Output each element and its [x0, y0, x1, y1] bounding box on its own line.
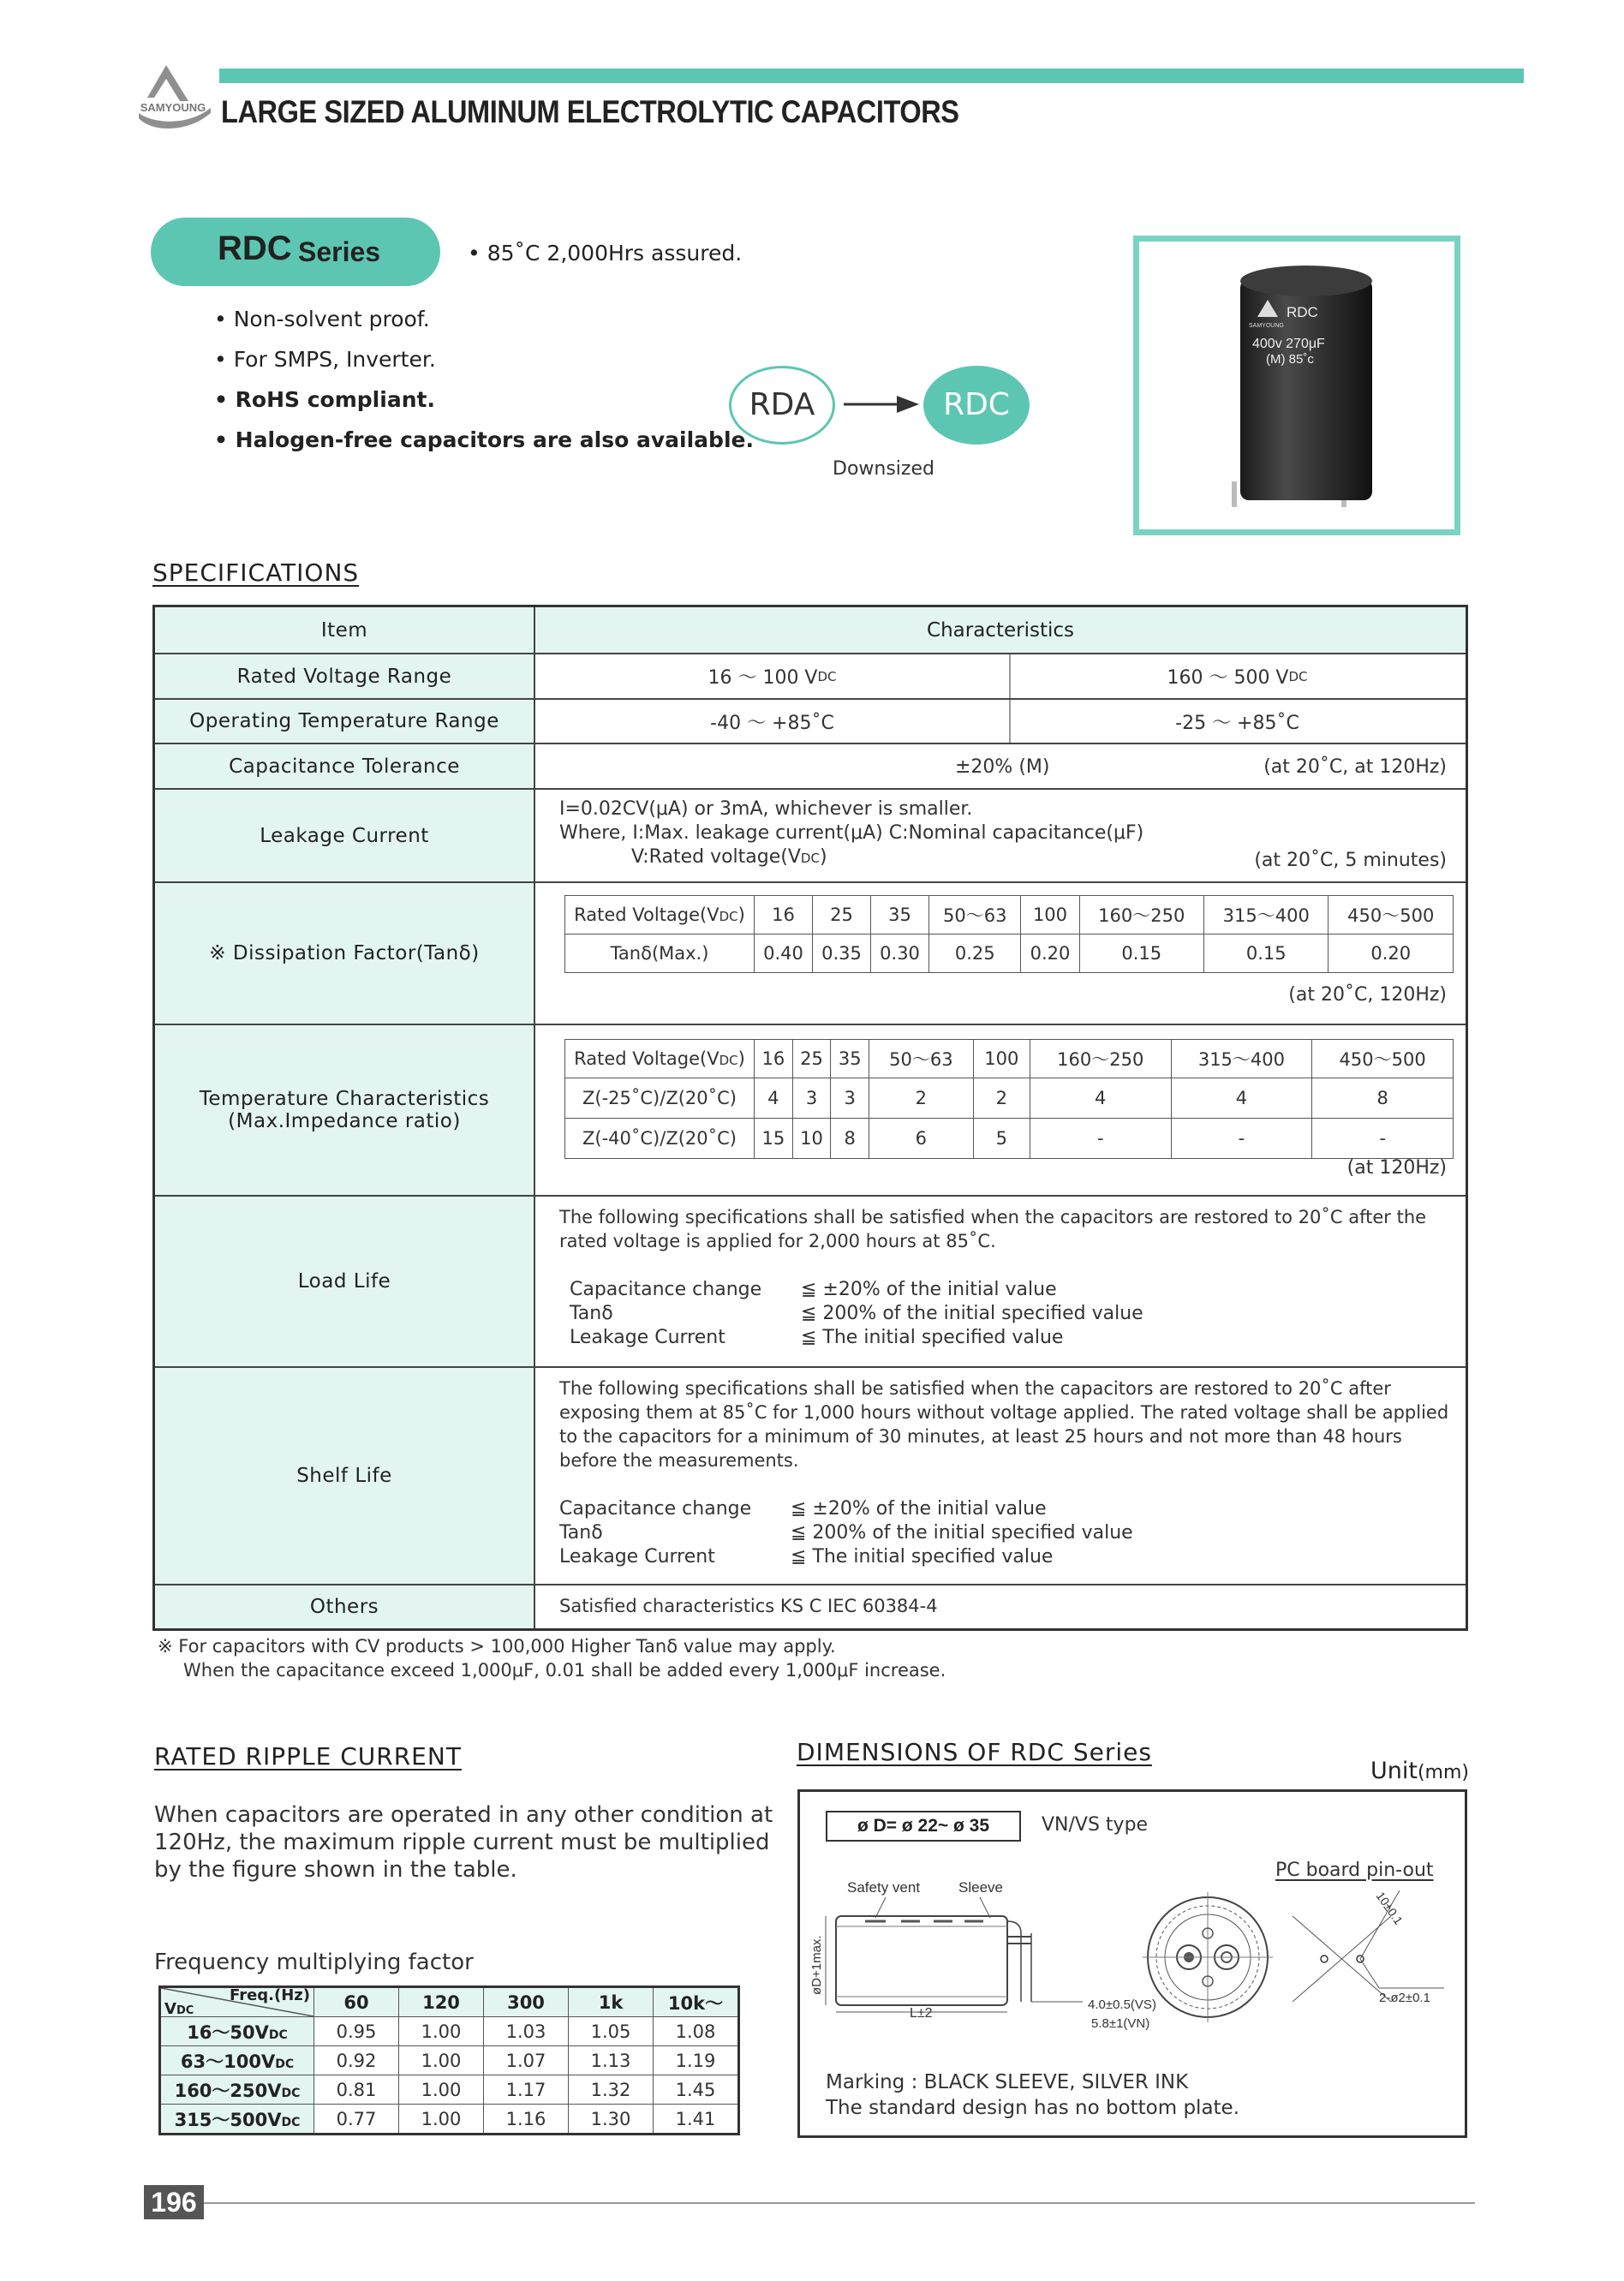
- dissipation-table: Rated Voltage(VDC) 16 25 35 50～63 100 160～250 315～400 450～500 Tanδ(Max.) 0.40 0.35 0.30 0.25 0.20 0.15 0.15 0.20: [564, 895, 1454, 973]
- ripple-desc: by the figure shown in the table.: [154, 1857, 517, 1883]
- table-row: 16～50VDC 0.95 1.00 1.03 1.05 1.08: [160, 2017, 739, 2046]
- dimensions-box: [797, 1789, 1467, 2138]
- row-label-load-life: Load Life: [155, 1197, 535, 1368]
- type-label: VN/VS type: [1042, 1814, 1149, 1836]
- series-suffix: Series: [298, 236, 381, 267]
- vs-lead-label: 4.0±0.5(VS): [1088, 1997, 1156, 2012]
- length-dim-label: L±2: [910, 2006, 933, 2021]
- cap-tolerance-value: ±20% (M): [955, 756, 1050, 778]
- table-row: 63～100VDC 0.92 1.00 1.07 1.13 1.19: [160, 2046, 739, 2075]
- spec-note-1: ※ For capacitors with CV products > 100,000 Higher Tanδ value may apply.: [158, 1636, 836, 1657]
- ripple-desc: 120Hz, the maximum ripple current must be multiplied: [154, 1830, 770, 1855]
- frequency-table: Freq.(Hz) VDC 60 120 300 1k 10k～ 16～50VDC 0.95 1.00 1.03 1.05 1.08 63～100VDC 0.92 1.00 1.07 1.13 1.19 160～250VDC 0.81 1.00 1.17 1.32 1.45 315～500VDC 0.77 1.00 1.16 1.30 1.41: [158, 1985, 740, 2135]
- photo-series-text: RDC: [1287, 304, 1318, 320]
- dimensions-heading: DIMENSIONS OF RDC Series: [797, 1738, 1152, 1766]
- operating-temp-low: -40 ～ +85˚C: [535, 700, 1011, 743]
- header-accent-bar: [219, 69, 1524, 83]
- rated-voltage-low: 16 ～ 100 V: [708, 667, 818, 689]
- pcb-pinout-label: PC board pin-out: [1275, 1860, 1434, 1881]
- sleeve-label: Sleeve: [958, 1879, 1003, 1896]
- temperature-values: Rated Voltage(VDC) 16 25 35 50～63 100 160～250 315～400 450～500 Z(-25˚C)/Z(20˚C) 4 3 3 2 2 4 4 8 Z(-40˚C)/Z(20˚C) 15 10 8 6 5 - - - (at 120Hz): [535, 1025, 1466, 1197]
- specifications-table: [152, 605, 1468, 1631]
- temperature-table: Rated Voltage(VDC) 16 25 35 50～63 100 160～250 315～400 450～500 Z(-25˚C)/Z(20˚C) 4 3 3 2 2 4 4 8 Z(-40˚C)/Z(20˚C) 15 10 8 6 5 - - -: [564, 1039, 1454, 1159]
- load-life-values: The following specifications shall be satisfied when the capacitors are restored to 20˚C after the rated voltage is applied for 2,000 hours at 85˚C. Capacitance change ≦ ±20% of the initial value Tanδ ≦ 200% of the initial specified value Leakage Current ≦ The initial specified value: [535, 1197, 1466, 1368]
- feature-item: • RoHS compliant.: [214, 387, 435, 412]
- row-label-leakage: Leakage Current: [155, 790, 535, 883]
- feature-item: • For SMPS, Inverter.: [214, 347, 436, 372]
- cap-tolerance-values: [535, 744, 1466, 790]
- specifications-heading: SPECIFICATIONS: [152, 558, 360, 587]
- diameter-range-label: ø D= ø 22~ ø 35: [826, 1811, 1021, 1842]
- row-label-shelf-life: Shelf Life: [155, 1368, 535, 1585]
- shelf-life-values: The following specifications shall be satisfied when the capacitors are restored to 20˚C after exposing them at 85˚C for 1,000 hours without voltage applied. The rated voltage shall be applied to the capacitors for a minimum of 30 minutes, at least 25 hours and not more than 48 hours before the measurements. Capacitance change ≦ ±20% of the initial value Tanδ ≦ 200% of the initial specified value Leakage Current ≦ The initial specified value: [535, 1368, 1466, 1585]
- downsized-label: Downsized: [833, 458, 934, 480]
- rda-bubble: RDA: [729, 366, 835, 445]
- feature-item: • Non-solvent proof.: [214, 307, 430, 331]
- dimension-drawing: [800, 1873, 1465, 2036]
- spec-note-2: When the capacitance exceed 1,000μF, 0.01 shall be added every 1,000μF increase.: [183, 1660, 946, 1681]
- table-row: 160～250VDC 0.81 1.00 1.17 1.32 1.45: [160, 2075, 739, 2105]
- operating-temp-values: [535, 700, 1466, 744]
- photo-brand-text: SAMYOUNG: [1249, 323, 1284, 329]
- freq-table-title: Frequency multiplying factor: [154, 1950, 474, 1975]
- operating-temp-high: -25 ～ +85˚C: [1175, 712, 1299, 734]
- rated-voltage-high: 160 ～ 500 V: [1167, 667, 1289, 689]
- freq-corner-cell: Freq.(Hz) VDC: [160, 1987, 314, 2017]
- safety-vent-label: Safety vent: [847, 1879, 921, 1896]
- feature-item: • 85˚C 2,000Hrs assured.: [468, 241, 743, 266]
- pin-dim-label: 2-ø2±0.1: [1379, 1991, 1430, 2005]
- dissipation-values: Rated Voltage(VDC) 16 25 35 50～63 100 160～250 315～400 450～500 Tanδ(Max.) 0.40 0.35 0.30 0.25 0.20 0.15 0.15 0.20 (at 20˚C, 120Hz): [535, 883, 1466, 1025]
- feature-item: • Halogen-free capacitors are also available.: [214, 427, 754, 452]
- row-label-others: Others: [155, 1585, 535, 1628]
- table-row: 315～500VDC 0.77 1.00 1.16 1.30 1.41: [160, 2105, 739, 2135]
- pitch-dim-label: 10±0.1: [1373, 1889, 1406, 1927]
- marking-note: Marking : BLACK SLEEVE, SILVER INK: [826, 2071, 1189, 2093]
- others-values: Satisfied characteristics KS C IEC 60384-4: [559, 1596, 938, 1616]
- page-number: 196: [144, 2185, 204, 2219]
- footer-rule: [204, 2202, 1475, 2204]
- arrow-right-icon: [844, 394, 921, 418]
- cap-tolerance-cond: (at 20˚C, at 120Hz): [1263, 756, 1447, 778]
- row-label-operating-temp: Operating Temperature Range: [155, 700, 535, 744]
- rated-voltage-values: 16 ～ 100 V DC 160 ～ 500 V DC: [535, 654, 1466, 700]
- photo-rating2-text: (M) 85˚c: [1266, 352, 1314, 367]
- capacitor-photo: [1133, 236, 1460, 535]
- page-title: LARGE SIZED ALUMINUM ELECTROLYTIC CAPACITORS: [221, 94, 959, 129]
- vn-lead-label: 5.8±1(VN): [1091, 2016, 1150, 2031]
- row-label-dissipation: ※ Dissipation Factor(Tanδ): [155, 883, 535, 1025]
- ripple-heading: RATED RIPPLE CURRENT: [154, 1742, 462, 1770]
- row-label-rated-voltage: Rated Voltage Range: [155, 654, 535, 700]
- series-badge: [151, 218, 440, 286]
- series-name: RDC: [218, 230, 292, 267]
- unit-label: Unit(mm): [1370, 1758, 1469, 1784]
- photo-rating-text: 400v 270μF: [1252, 337, 1325, 351]
- leakage-values: I=0.02CV(μA) or 3mA, whichever is smaller. Where, I:Max. leakage current(μA) C:Nominal capacitance(μF) V:Rated voltage(VDC) (at 20˚C, 5 minutes): [535, 790, 1466, 883]
- row-label-temperature: Temperature Characteristics (Max.Impedance ratio): [155, 1025, 535, 1197]
- ripple-desc: When capacitors are operated in any other condition at: [154, 1802, 773, 1828]
- bottom-plate-note: The standard design has no bottom plate.: [826, 2097, 1240, 2119]
- diameter-dim-label: øD+1max.: [809, 1935, 824, 1995]
- col-header-item: Item: [155, 607, 535, 654]
- samyoung-logo: [135, 63, 212, 134]
- logo-brand-text: SAMYOUNG: [140, 101, 206, 114]
- row-label-cap-tolerance: Capacitance Tolerance: [155, 744, 535, 790]
- rdc-bubble: RDC: [923, 366, 1030, 445]
- col-header-characteristics: Characteristics: [535, 607, 1466, 654]
